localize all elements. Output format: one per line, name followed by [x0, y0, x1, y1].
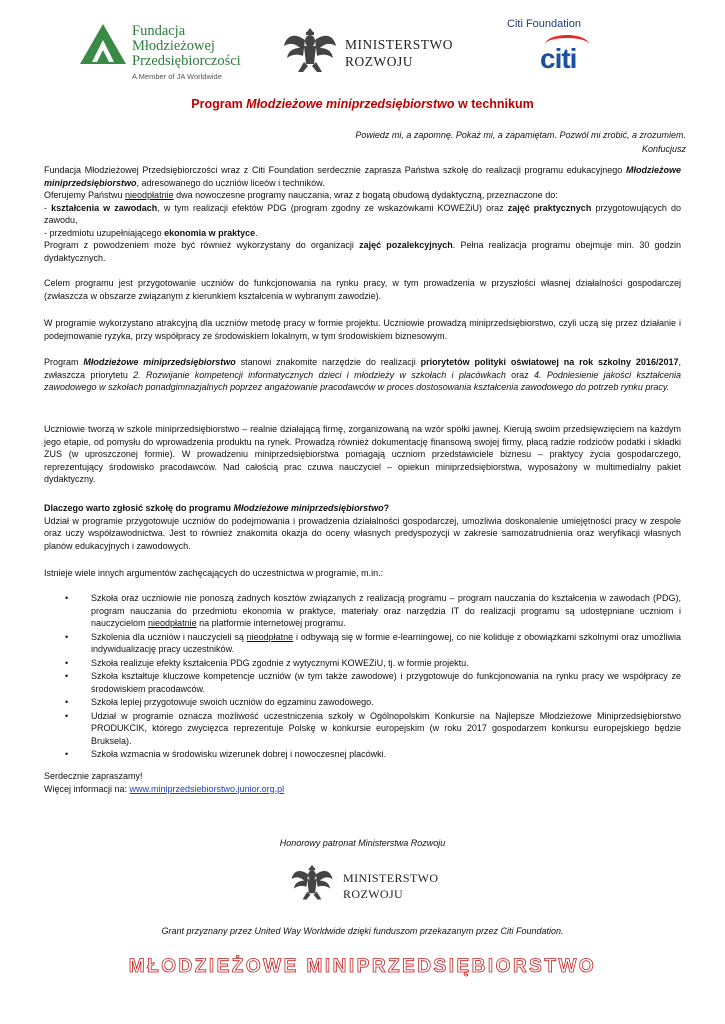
- extracurricular-text: Program z powodzeniem może być również wykorzystany do organizacji: [44, 240, 360, 250]
- offer-item-economics: [44, 227, 681, 240]
- quote-text: Powiedz mi, a zapomnę. Pokaż mi, a zapamiętam. Pozwól mi zrobić, a zrozumiem.: [355, 130, 686, 140]
- offer-vocational-text: , w tym realizacji efektów PDG (program zgodny ze wskazówkami KOWEZiU) oraz: [157, 202, 508, 213]
- fmp-name-line3: Przedsiębiorczości: [132, 53, 241, 69]
- polish-eagle-icon: [290, 862, 334, 904]
- why-heading: [44, 502, 681, 515]
- closing-greeting: Serdecznie zapraszamy!: [44, 771, 143, 781]
- why-section: [44, 502, 681, 552]
- title-prefix: Program: [191, 97, 247, 111]
- goal-paragraph: Celem programu jest przygotowanie uczniów do funkcjonowania na rynku pracy, w tym prowadzenia w przyszłości własnej działalności gospodarczej (zwłaszcza w obszarze związanym z kierunkiem kształcenia w wybranym zawodzie).: [44, 278, 681, 301]
- bullet-icon: •: [65, 671, 69, 681]
- bullet-icon: •: [65, 593, 69, 603]
- method-paragraph: W programie wykorzystano atrakcyjną dla uczniów metodę pracy w formie projektu. Uczniowie prowadzą miniprzedsiębiorstwo, czyli uczą się przez działanie i podejmowanie ryzyka, przy współpracy ze środowiskiem lokalnym, w tym środowiskiem biznesowym.: [44, 318, 681, 341]
- list-item: [44, 670, 681, 695]
- policy-text-3: , zwłaszcza priorytetu: [44, 357, 681, 380]
- title-suffix: w technikum: [454, 97, 534, 111]
- arg2-text-end: i odbywają się w formie e-learningowej, co nie koliduje z obowiązkami szkolnymi oraz umożliwia indywidualizację pracy uczestników.: [91, 631, 681, 654]
- policy-priority-2: 2. Rozwijanie kompetencji informatycznych dzieci i młodzieży w szkołach i placówkach: [133, 369, 506, 380]
- closing-section: [44, 770, 681, 795]
- arguments-list: [44, 592, 681, 762]
- fmp-name-line2: Młodzieżowej: [132, 38, 215, 54]
- list-item: [44, 748, 681, 761]
- policy-program-name: Młodzieżowe miniprzedsiębiorstwo: [83, 357, 236, 367]
- offer-practical-text: przygotowujących do zawodu,: [44, 202, 682, 225]
- dash: -: [44, 202, 52, 213]
- why-heading-end: ?: [383, 503, 390, 513]
- policy-priority-4: 4. Podniesienie jakości kształcenia zawodowego w szkołach ponadgimnazjalnych poprzez angażowanie pracodawców w proces dostosowania kształcenia zawodowego do potrzeb rynku pracy.: [44, 369, 682, 392]
- policy-text-2: stanowi znakomite narzędzie do realizacji: [235, 357, 421, 367]
- arg1-free: nieodpłatnie: [148, 618, 197, 628]
- ministry-line1: MINISTERSTWO: [343, 871, 439, 885]
- intro-paragraph: [44, 164, 681, 189]
- offer-economics-text: - przedmiotu uzupełniającego: [44, 227, 165, 238]
- title-program-name: Młodzieżowe miniprzedsiębiorstwo: [246, 97, 455, 111]
- bullet-icon: •: [65, 697, 69, 707]
- extracurricular-text-end: . Pełna realizacja programu obejmuje min. 30 godzin dydaktycznych.: [44, 240, 682, 263]
- offer-text: Oferujemy Państwu: [44, 190, 126, 200]
- bullet-icon: •: [65, 710, 69, 721]
- intro-section: [44, 164, 681, 264]
- page-title: [0, 97, 725, 111]
- arg4-text: Szkoła kształtuje kluczowe kompetencje uczniów (w tym także zawodowe) i przygotowuje do funkcjonowania na rynku pracy we współpracy ze środowiskiem pracodawców.: [91, 671, 681, 694]
- list-item: [44, 710, 681, 748]
- arg3-text: Szkoła realizuje efekty kształcenia PDG zgodnie z wytycznymi KOWEZiU, tj. w formie projektu.: [91, 657, 469, 668]
- policy-priorities: priorytetów polityki oświatowej na rok szkolny 2016/2017: [420, 357, 679, 367]
- why-heading-program: Młodzieżowe miniprzedsiębiorstwo: [233, 503, 384, 513]
- citi-wordmark: citi: [540, 43, 577, 74]
- honorary-patronage: Honorowy patronat Ministerstwa Rozwoju: [279, 838, 446, 848]
- period: .: [255, 227, 258, 238]
- intro-text: Fundacja Młodzieżowej Przedsiębiorczości wraz z Citi Foundation serdecznie zaprasza Państwa szkołę do realizacji programu edukacyjnego: [44, 165, 626, 175]
- bullet-icon: •: [65, 631, 69, 642]
- ministry-line2: ROZWOJU: [345, 54, 413, 69]
- extracurricular-bold: zajęć pozalekcyjnych: [359, 240, 453, 250]
- ministry-line2: ROZWOJU: [343, 887, 404, 901]
- list-item: [44, 592, 681, 630]
- intro-program-name: Młodzieżowe miniprzedsiębiorstwo: [44, 165, 681, 188]
- quote-author: Konfucjusz: [641, 144, 686, 154]
- extracurricular-paragraph: [44, 239, 681, 264]
- closing-info: [44, 783, 681, 796]
- list-item: [44, 696, 681, 709]
- motto-quote: [355, 128, 686, 156]
- arg2-text: Szkolenia dla uczniów i nauczycieli są: [91, 631, 247, 642]
- company-paragraph: Uczniowie tworzą w szkole miniprzedsiębiorstwo – realnie działającą firmę, zorganizowaną na wzór spółki jawnej. Kierują swoim przedsięwzięciem na każdym jego etapie, od pomysłu do wprowadzenia produktu na rynek. Prowadzą również dokumentację finansową swojej firmy, płacą radzie rodziców podatki i składki ZUS (w uproszczonej formie). W prowadzeniu miniprzedsiębiorstwa pomagają uczniom przedstawiciele biznesu – praktycy życia gospodarczego, reprezentujący środowisko pracodawców. Nad całością prac czuwa nauczyciel – opiekun miniprzedsiębiorstwa, wyposażony w multimedialny pakiet dydaktyczny.: [44, 424, 681, 484]
- citi-foundation-text: Citi Foundation: [507, 18, 581, 30]
- why-text: Udział w programie przygotowuje uczniów do podejmowania i prowadzenia działalności gospodarczej, umożliwia doskonalenie umiejętności pracy w zespole oraz uczy współzawodnictwa. Jest to również znakomita okazja do oceny własnych predyspozycji w zakresie samozatrudnienia oraz weryfikacji własnych planów edukacyjnych i zawodowych.: [44, 515, 681, 551]
- offer-item-vocational: [44, 202, 681, 227]
- ministry-line1: MINISTERSTWO: [345, 37, 453, 52]
- intro-text-end: , adresowanego do uczniów liceów i techników.: [136, 177, 325, 188]
- why-heading-text: Dlaczego warto zgłosić szkołę do programu: [44, 503, 234, 513]
- list-item: [44, 631, 681, 656]
- program-website-link[interactable]: www.miniprzedsiebiorstwo.junior.org.pl: [129, 783, 285, 794]
- arg7-text: Szkoła wzmacnia w środowisku wizerunek dobrej i nowoczesnej placówki.: [91, 749, 387, 759]
- fmp-logo: [80, 22, 250, 82]
- fmp-name-line1: Fundacja: [132, 23, 186, 39]
- arg1-text-end: na platformie internetowej programu.: [196, 618, 346, 628]
- policy-text: Program: [44, 357, 84, 367]
- citi-foundation-logo: [507, 18, 597, 78]
- args-intro: Istnieje wiele innych argumentów zachęcających do uczestnictwa w programie, m.in.:: [44, 568, 384, 578]
- polish-eagle-icon: [282, 26, 338, 76]
- program-banner: [0, 956, 725, 978]
- list-item: [44, 657, 681, 670]
- bullet-icon: •: [65, 657, 69, 668]
- arg2-free: nieodpłatne: [246, 631, 294, 642]
- offer-practical: zajęć praktycznych: [507, 202, 592, 213]
- policy-paragraph: [44, 356, 681, 394]
- bullet-icon: •: [65, 749, 69, 759]
- offer-text-end: dwa nowoczesne programy nauczania, wraz z bogatą obudową dydaktyczną, przeznaczone do:: [173, 190, 558, 200]
- info-label: Więcej informacji na:: [44, 783, 130, 794]
- arg6-text: Udział w programie oznacza możliwość uczestniczenia szkoły w Ogólnopolskim Konkursie na Najlepsze Młodzieżowe Miniprzedsiębiorstwo PRODUKCIK, którego zwycięzca reprezentuje Polskę w konkursie europejskim (w roku 2017 gospodarzem konkursu europejskiego będzie Bruksela).: [91, 710, 681, 746]
- banner-text: MŁODZIEŻOWE MINIPRZEDSIĘBIORSTWO: [128, 956, 597, 977]
- arg5-text: Szkoła lepiej przygotowuje swoich uczniów do egzaminu zawodowego.: [91, 697, 374, 707]
- offer-free: nieodpłatnie: [125, 190, 174, 200]
- offer-paragraph: [44, 189, 681, 202]
- arg1-text: Szkoła oraz uczniowie nie ponoszą żadnych kosztów związanych z realizacją programu – program nauczania do kształcenia w zawodach (PDG), program nauczania do przedmiotu ekonomia w praktyce, materiały oraz narzędzia IT do realizacji programu są udostępniane uczniom i nauczycielom: [91, 593, 681, 628]
- fmp-triangle-core: [97, 50, 109, 62]
- fmp-member-text: A Member of JA Worldwide: [132, 72, 222, 81]
- policy-text-4: oraz: [505, 369, 534, 380]
- ministry-name-top: [345, 36, 453, 70]
- grant-note: Grant przyznany przez United Way Worldwide dzięki funduszom przekazanym przez Citi Foundation.: [161, 926, 564, 936]
- offer-economics: ekonomia w praktyce: [164, 227, 256, 238]
- offer-vocational: kształcenia w zawodach: [51, 202, 158, 213]
- ministry-name-bottom: [343, 870, 438, 902]
